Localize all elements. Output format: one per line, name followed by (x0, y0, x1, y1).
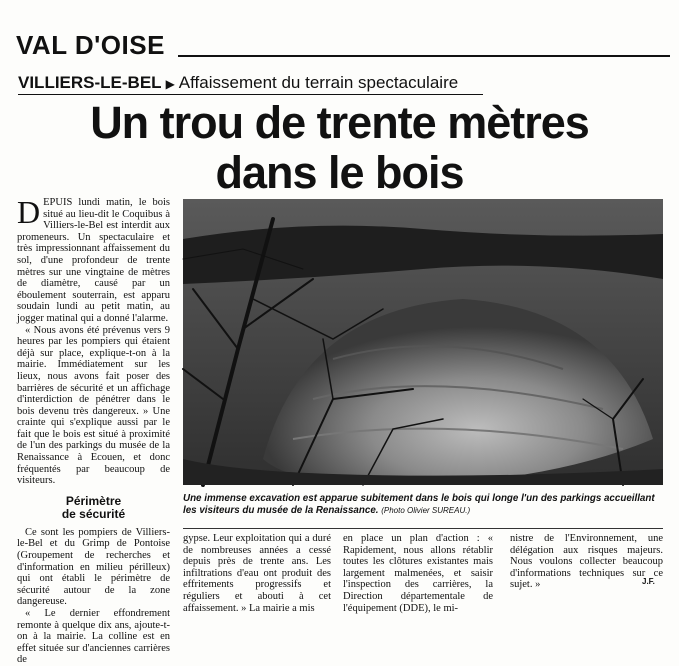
kicker-arrow-icon: ▶ (165, 77, 175, 91)
kicker-place: VILLIERS-LE-BEL (18, 73, 162, 92)
photo-caption (183, 493, 663, 516)
kicker-rule (18, 94, 483, 95)
headline-line-2: dans le bois (215, 147, 464, 198)
paragraph-4: « Le dernier effondrement remonte à quelque dix ans, ajoute-t-on à la mairie. La colline est en effet située sur d'anciennes carrières de (17, 608, 170, 666)
headline (0, 98, 679, 198)
kicker-topic: Affaissement du terrain spectaculaire (178, 73, 459, 92)
column-3-text: en place un plan d'action : « Rapidement, nous allons rétablir toutes les clôtures existantes mais largement malmenées, et saisir l'inspection des carrières, la Direction départementale de l'équipement (DDE), le mi- (343, 533, 493, 614)
caption-text: Une immense excavation est apparue subitement dans le bois qui longe l'un des parkings accueillant les visiteurs du musée de la Renaissance. (183, 493, 655, 516)
section-title: VAL D'OISE (16, 30, 165, 60)
paragraph-1: DEPUIS lundi matin, le bois situé au lieu-dit le Coquibus à Villiers-le-Bel est interdit aux promeneurs. Un spectaculaire et très impressionnant affaissement du sol, d'une profondeur de trente mètres sur une vingtaine de mètres de diamètre, causé par un éboulement souterrain, est apparu soudain lundi au petit matin, au jogger matinal qui a donné l'alarme. (17, 194, 170, 324)
subhead-line-1: Périmètre (65, 493, 122, 508)
dropcap: D (17, 194, 41, 230)
author-signature: J.F. (642, 577, 655, 586)
photo-excavation (183, 199, 663, 485)
subhead-line-2: de sécurité (61, 506, 126, 521)
kicker (18, 73, 458, 94)
column-4-text: nistre de l'Environnement, une délégation aux risques majeurs. Nous voulons collecter beaucoup d'informations techniques sur ce sujet. » (510, 533, 663, 591)
excavation-photo-image (183, 199, 663, 485)
headline-line-1: Un trou de trente mètres (90, 97, 589, 148)
article-column-1 (17, 194, 170, 666)
article-column-3 (343, 533, 493, 614)
caption-rule (183, 528, 663, 529)
caption-credit: (Photo Olivier SUREAU.) (381, 505, 471, 515)
column-2-text: gypse. Leur exploitation qui a duré de nombreuses années a cessé depuis près de trente ans. Les infiltrations d'eau ont produit des effritements progressifs et réguliers et abouti à cet affaissement. » La mairie a mis (183, 533, 331, 614)
paragraph-2: « Nous avons été prévenus vers 9 heures par les pompiers qui étaient déjà sur place, explique-t-on à la mairie. Immédiatement sur les lieux, nous avons fait poser des barrières de sécurité et un affichage d'interdiction de pénétrer dans le bois devenu très dangereux. » Une crainte qui s'explique aussi par le fait que le bois est situé à proximité de l'un des parkings du musée de la Renaissance à Ecouen, et donc fréquentés par beaucoup de visiteurs. (17, 324, 170, 487)
section-rule (178, 55, 670, 57)
paragraph-3: Ce sont les pompiers de Villiers-le-Bel et du Grimp de Pontoise (Groupement de recherches et d'information en milieu périlleux) qui ont établi le périmètre de sécurité autour de la zone dangereuse. (17, 526, 170, 608)
subhead (17, 495, 170, 521)
article-column-2 (183, 533, 331, 614)
